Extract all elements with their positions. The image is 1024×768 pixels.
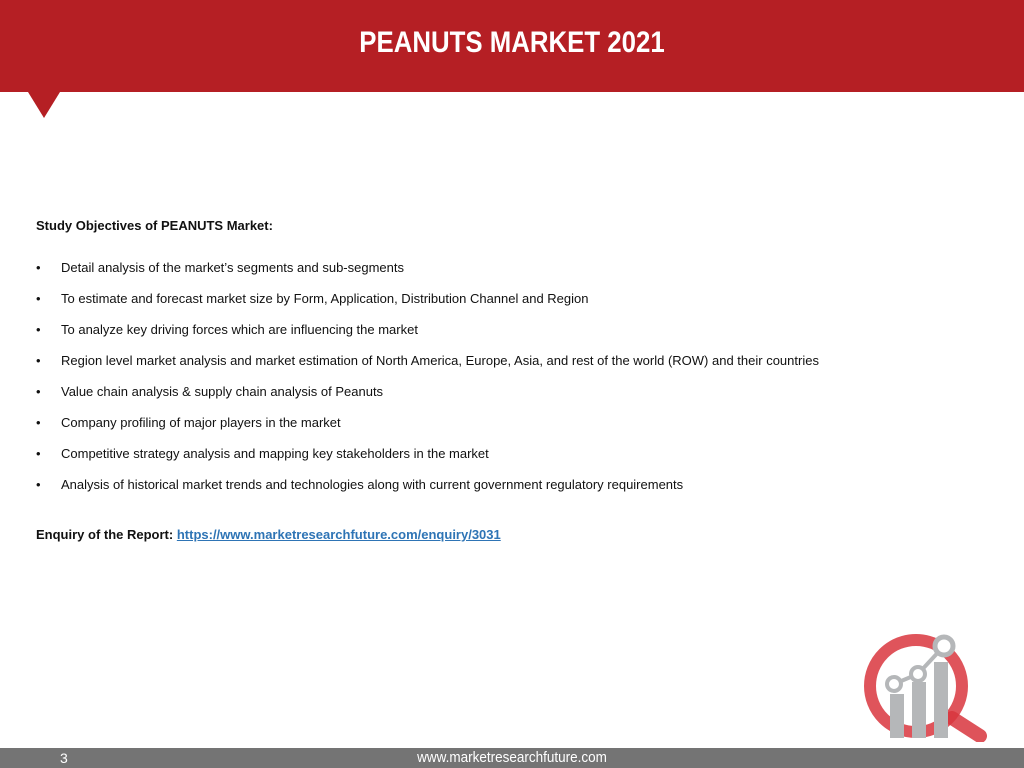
objective-text: To estimate and forecast market size by Form, Application, Distribution Channel and Region: [61, 291, 589, 306]
footer-url: www.marketresearchfuture.com: [417, 749, 607, 766]
objective-text: Detail analysis of the market’s segments and sub-segments: [61, 260, 404, 275]
objective-text: Analysis of historical market trends and technologies along with current government regulatory requirements: [61, 477, 684, 492]
bullet-icon: •: [36, 353, 41, 368]
slide-footer: [0, 748, 1024, 768]
logo-handle: [952, 718, 980, 736]
objective-item: [36, 260, 996, 291]
bullet-icon: •: [36, 477, 41, 492]
bullet-icon: •: [36, 322, 41, 337]
slide-content: [36, 218, 996, 542]
objectives-list: [36, 260, 996, 508]
objective-item: [36, 291, 996, 322]
objective-text: To analyze key driving forces which are influencing the market: [61, 322, 418, 337]
logo-bar-2: [912, 682, 926, 738]
objective-text: Competitive strategy analysis and mapping key stakeholders in the market: [61, 446, 489, 461]
objective-item: [36, 415, 996, 446]
logo-node-1: [887, 677, 901, 691]
objectives-heading: Study Objectives of PEANUTS Market:: [36, 218, 273, 233]
slide-title: PEANUTS MARKET 2021: [359, 26, 665, 59]
enquiry-line: [36, 527, 996, 542]
objective-text: Company profiling of major players in the market: [61, 415, 341, 430]
logo-node-2: [911, 667, 925, 681]
bullet-icon: •: [36, 384, 41, 399]
header-notch-decoration: [28, 92, 60, 118]
logo-bar-3: [934, 662, 948, 738]
objective-item: [36, 353, 996, 384]
slide-header: [0, 0, 1024, 92]
objective-item: [36, 446, 996, 477]
objective-item: [36, 322, 996, 353]
objective-item: [36, 384, 996, 415]
bullet-icon: •: [36, 260, 41, 275]
enquiry-label: Enquiry of the Report:: [36, 527, 174, 542]
bullet-icon: •: [36, 291, 41, 306]
logo-node-3: [935, 637, 953, 655]
magnifier-chart-logo-icon: [860, 630, 992, 742]
objective-item: [36, 477, 996, 508]
objective-text: Region level market analysis and market estimation of North America, Europe, Asia, and rest of the world (ROW) and their countries: [61, 353, 819, 368]
page-number: 3: [60, 750, 68, 766]
enquiry-link[interactable]: https://www.marketresearchfuture.com/enquiry/3031: [176, 527, 501, 542]
bullet-icon: •: [36, 446, 41, 461]
logo-bar-1: [890, 694, 904, 738]
objective-text: Value chain analysis & supply chain analysis of Peanuts: [61, 384, 384, 399]
bullet-icon: •: [36, 415, 41, 430]
